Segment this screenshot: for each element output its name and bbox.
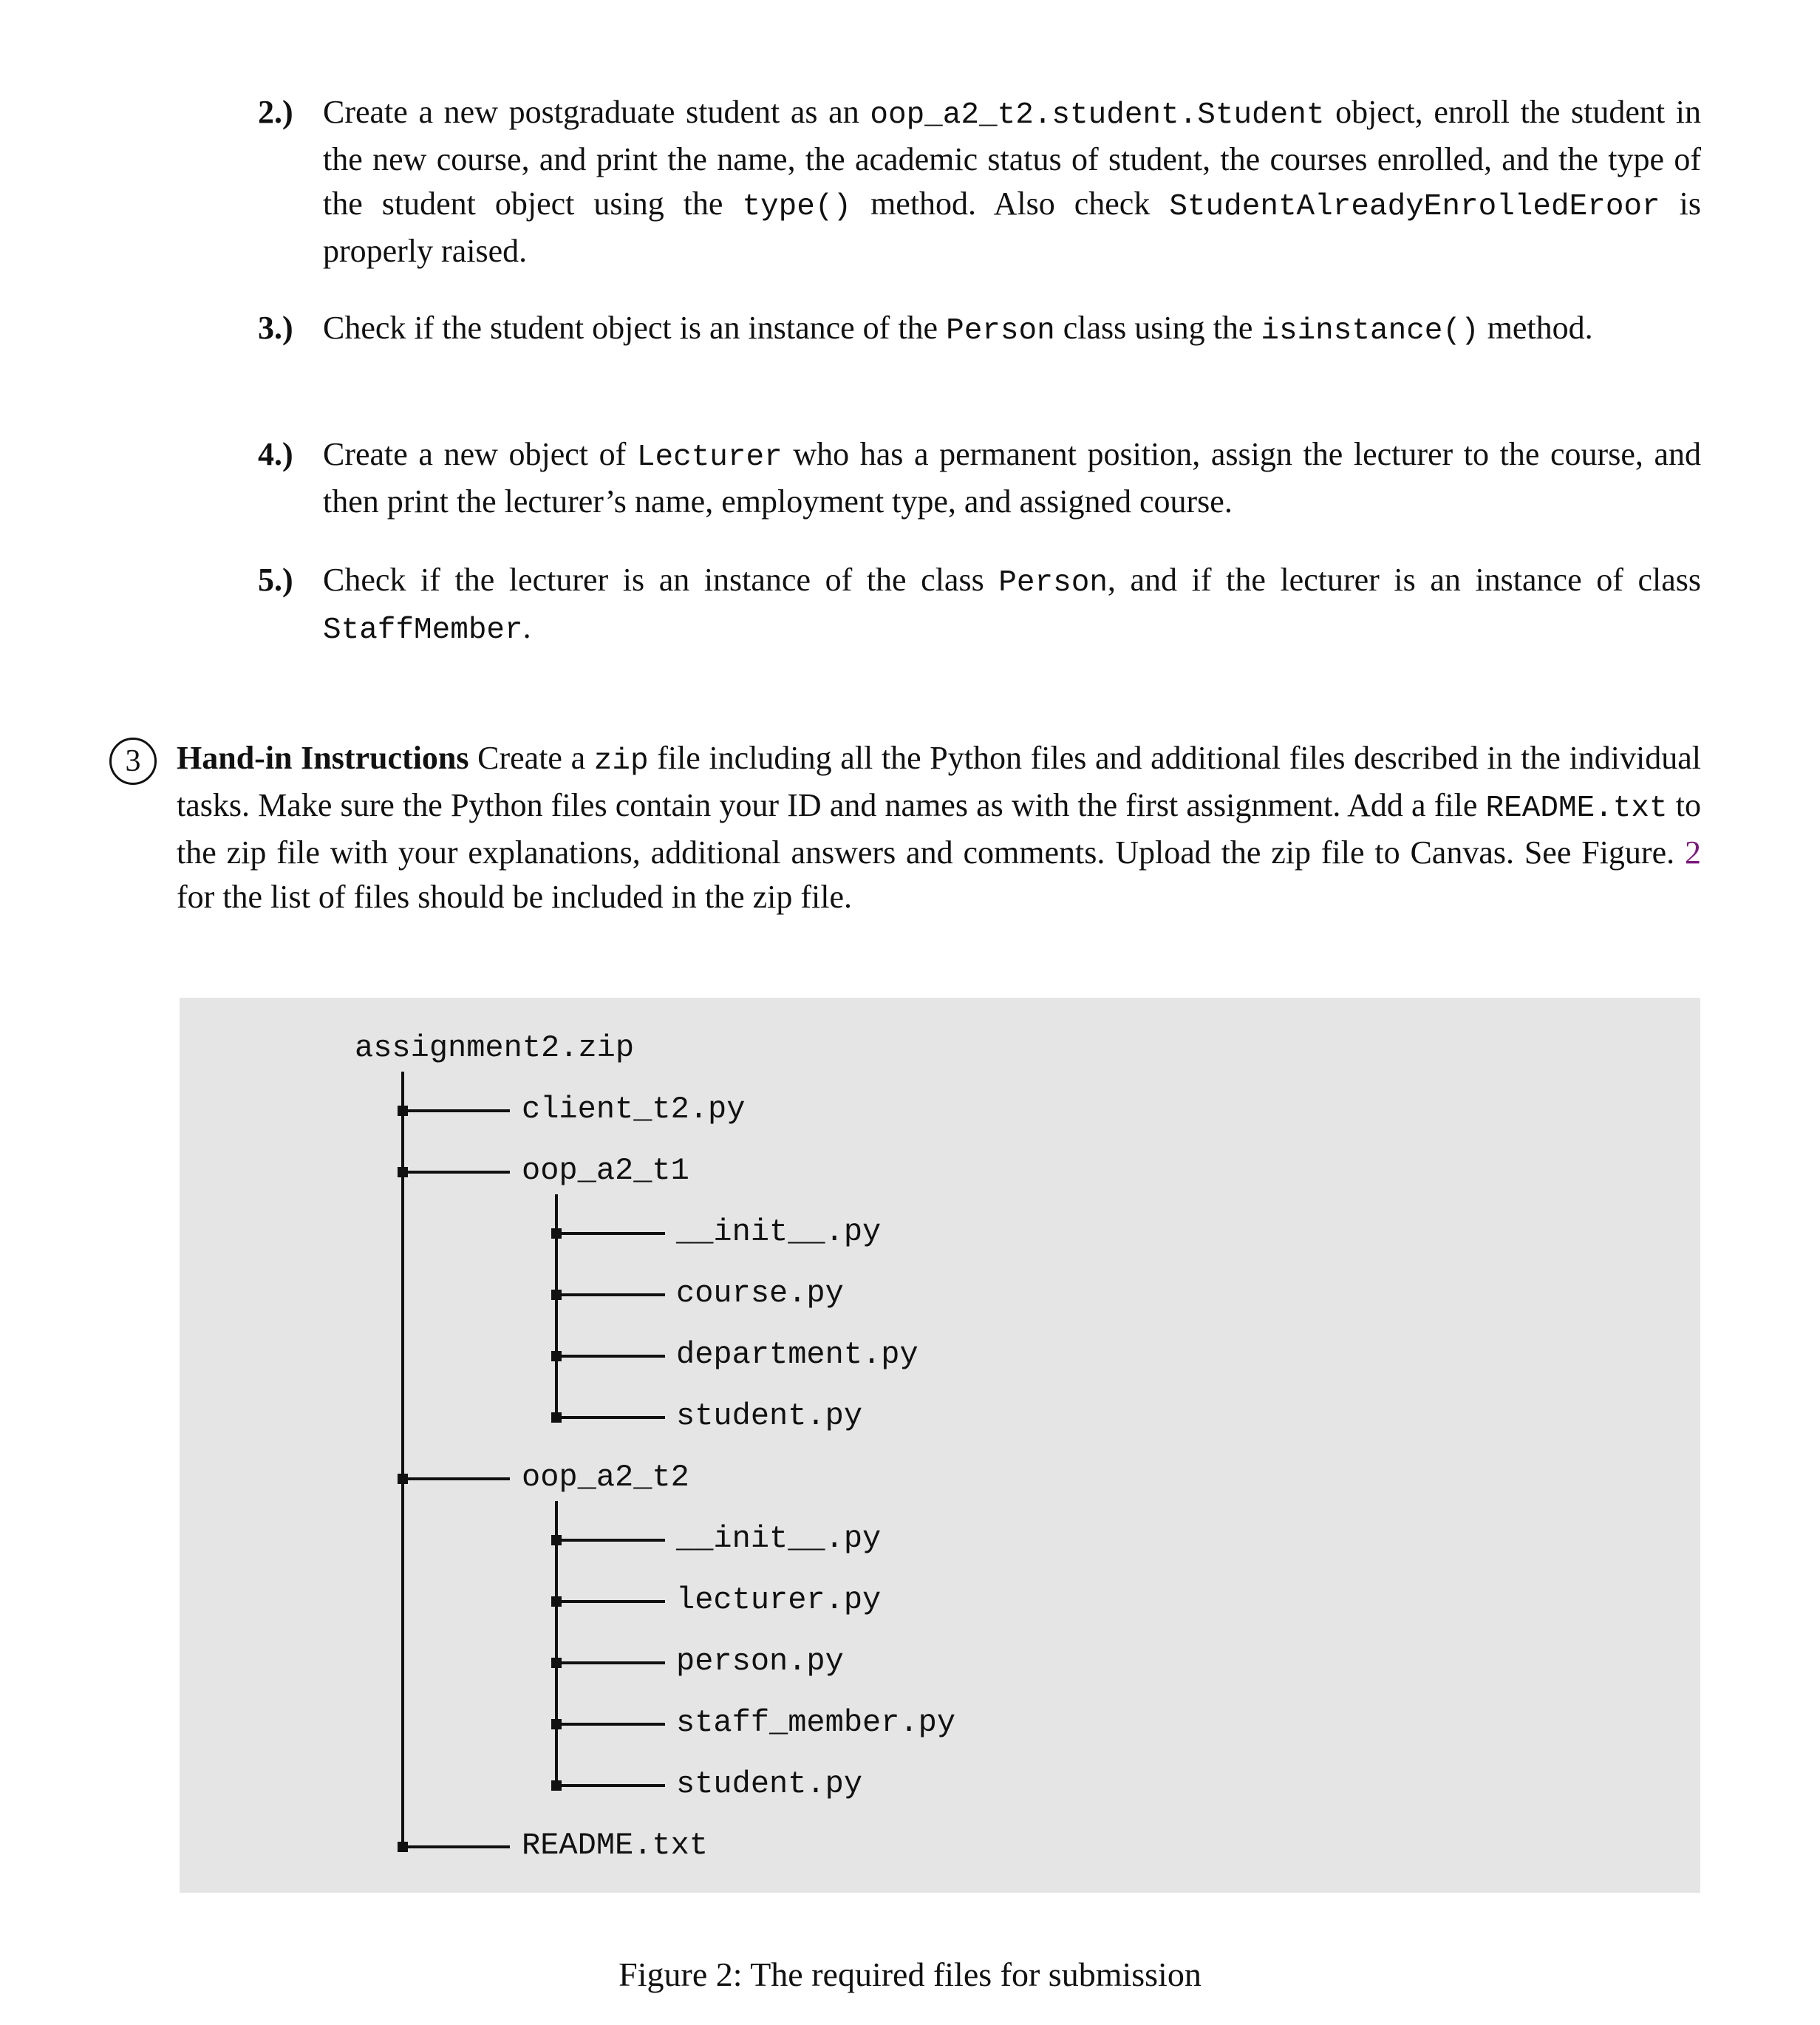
- text-run: Check if the lecturer is an instance of the class: [323, 562, 999, 598]
- task-text: [323, 306, 1701, 353]
- file-tree-label: oop_a2_t1: [522, 1153, 689, 1188]
- inline-code: Lecturer: [636, 440, 783, 474]
- text-run: Create a new object of: [323, 436, 637, 472]
- file-tree-label: person.py: [676, 1644, 844, 1679]
- text-run: .: [522, 609, 531, 645]
- tree-branch-line: [403, 1109, 510, 1112]
- tree-branch-line: [556, 1784, 665, 1787]
- file-tree-label: department.py: [676, 1337, 918, 1372]
- text-run: Create a: [468, 740, 594, 776]
- text-run: who has a permanent position, assign the lecturer to the course, and then print the lecturer’s name, employment type, and assigned course.: [323, 436, 1701, 520]
- tree-branch-line: [556, 1416, 665, 1419]
- inline-code: type(): [742, 190, 852, 224]
- file-tree-label: student.py: [676, 1398, 863, 1434]
- section-heading: Hand-in Instructions: [177, 740, 469, 776]
- hand-in-instructions: [177, 736, 1701, 919]
- file-tree-label: oop_a2_t2: [522, 1460, 689, 1495]
- task-number: 3.): [258, 310, 293, 346]
- file-tree-figure: [180, 998, 1700, 1893]
- inline-code: Person: [998, 566, 1108, 600]
- tree-branch-line: [556, 1539, 665, 1542]
- file-tree-label: __init__.py: [676, 1214, 882, 1250]
- tree-vertical-line: [555, 1194, 558, 1418]
- text-run: Create a new postgraduate student as an: [323, 94, 870, 130]
- text-run: file including all the Python files and additional files described in the individual tasks. Make sure the Python files contain your ID and names as with the first assignment. Add a file: [177, 740, 1701, 823]
- file-tree-label: __init__.py: [676, 1521, 882, 1556]
- tree-branch-line: [556, 1232, 665, 1235]
- file-tree-label: course.py: [676, 1276, 844, 1311]
- text-run: , and if the lecturer is an instance of class: [1107, 562, 1701, 598]
- task-item: [258, 306, 1701, 353]
- inline-code: StudentAlreadyEnrolledEroor: [1169, 190, 1660, 224]
- inline-code: oop_a2_t2.student.Student: [870, 98, 1325, 132]
- task-number: 4.): [258, 436, 293, 472]
- section-number-badge: 3: [109, 738, 157, 785]
- tree-branch-line: [403, 1845, 510, 1848]
- file-tree-label: README.txt: [522, 1828, 709, 1863]
- tree-vertical-line: [555, 1501, 558, 1786]
- inline-code: zip: [593, 744, 649, 778]
- text-run: Check if the student object is an instance of the: [323, 310, 947, 346]
- inline-code: isinstance(): [1261, 314, 1479, 348]
- tree-branch-line: [556, 1355, 665, 1358]
- inline-code: Person: [946, 314, 1055, 348]
- task-item: [258, 558, 1701, 653]
- task-text: [323, 432, 1701, 524]
- task-item: [258, 432, 1701, 524]
- text-run: object, enroll the student in the new course, and print the name, the academic status of student, the courses enrolled, and the type of the student object using the: [323, 94, 1702, 222]
- tree-branch-line: [556, 1293, 665, 1296]
- inline-code: README.txt: [1485, 792, 1668, 826]
- file-tree-label: lecturer.py: [676, 1582, 882, 1618]
- text-run: to the zip file with your explanations, additional answers and comments. Upload the zip file to Canvas. See Figure.: [177, 787, 1701, 871]
- task-number: 2.): [258, 94, 293, 130]
- text-run: is properly raised.: [323, 186, 1701, 269]
- tree-vertical-line: [401, 1072, 404, 1847]
- text-run: class using the: [1054, 310, 1261, 346]
- tree-branch-line: [403, 1477, 510, 1480]
- figure-reference-link[interactable]: 2: [1685, 834, 1701, 871]
- task-text: [323, 90, 1701, 273]
- task-text: [323, 558, 1701, 653]
- file-tree-label: assignment2.zip: [355, 1030, 635, 1066]
- tree-branch-line: [556, 1600, 665, 1603]
- text-run: method. Also check: [851, 186, 1170, 222]
- task-item: [258, 90, 1701, 273]
- text-run: method.: [1479, 310, 1593, 346]
- file-tree-label: staff_member.py: [676, 1705, 956, 1740]
- task-number: 5.): [258, 562, 293, 598]
- file-tree-label: student.py: [676, 1766, 863, 1802]
- text-run: for the list of files should be included in the zip file.: [177, 879, 853, 915]
- tree-branch-line: [556, 1661, 665, 1664]
- file-tree-label: client_t2.py: [522, 1092, 746, 1127]
- tree-branch-line: [556, 1723, 665, 1726]
- figure-caption: Figure 2: The required files for submission: [618, 1956, 1202, 1993]
- inline-code: StaffMember: [323, 613, 523, 647]
- tree-branch-line: [403, 1171, 510, 1174]
